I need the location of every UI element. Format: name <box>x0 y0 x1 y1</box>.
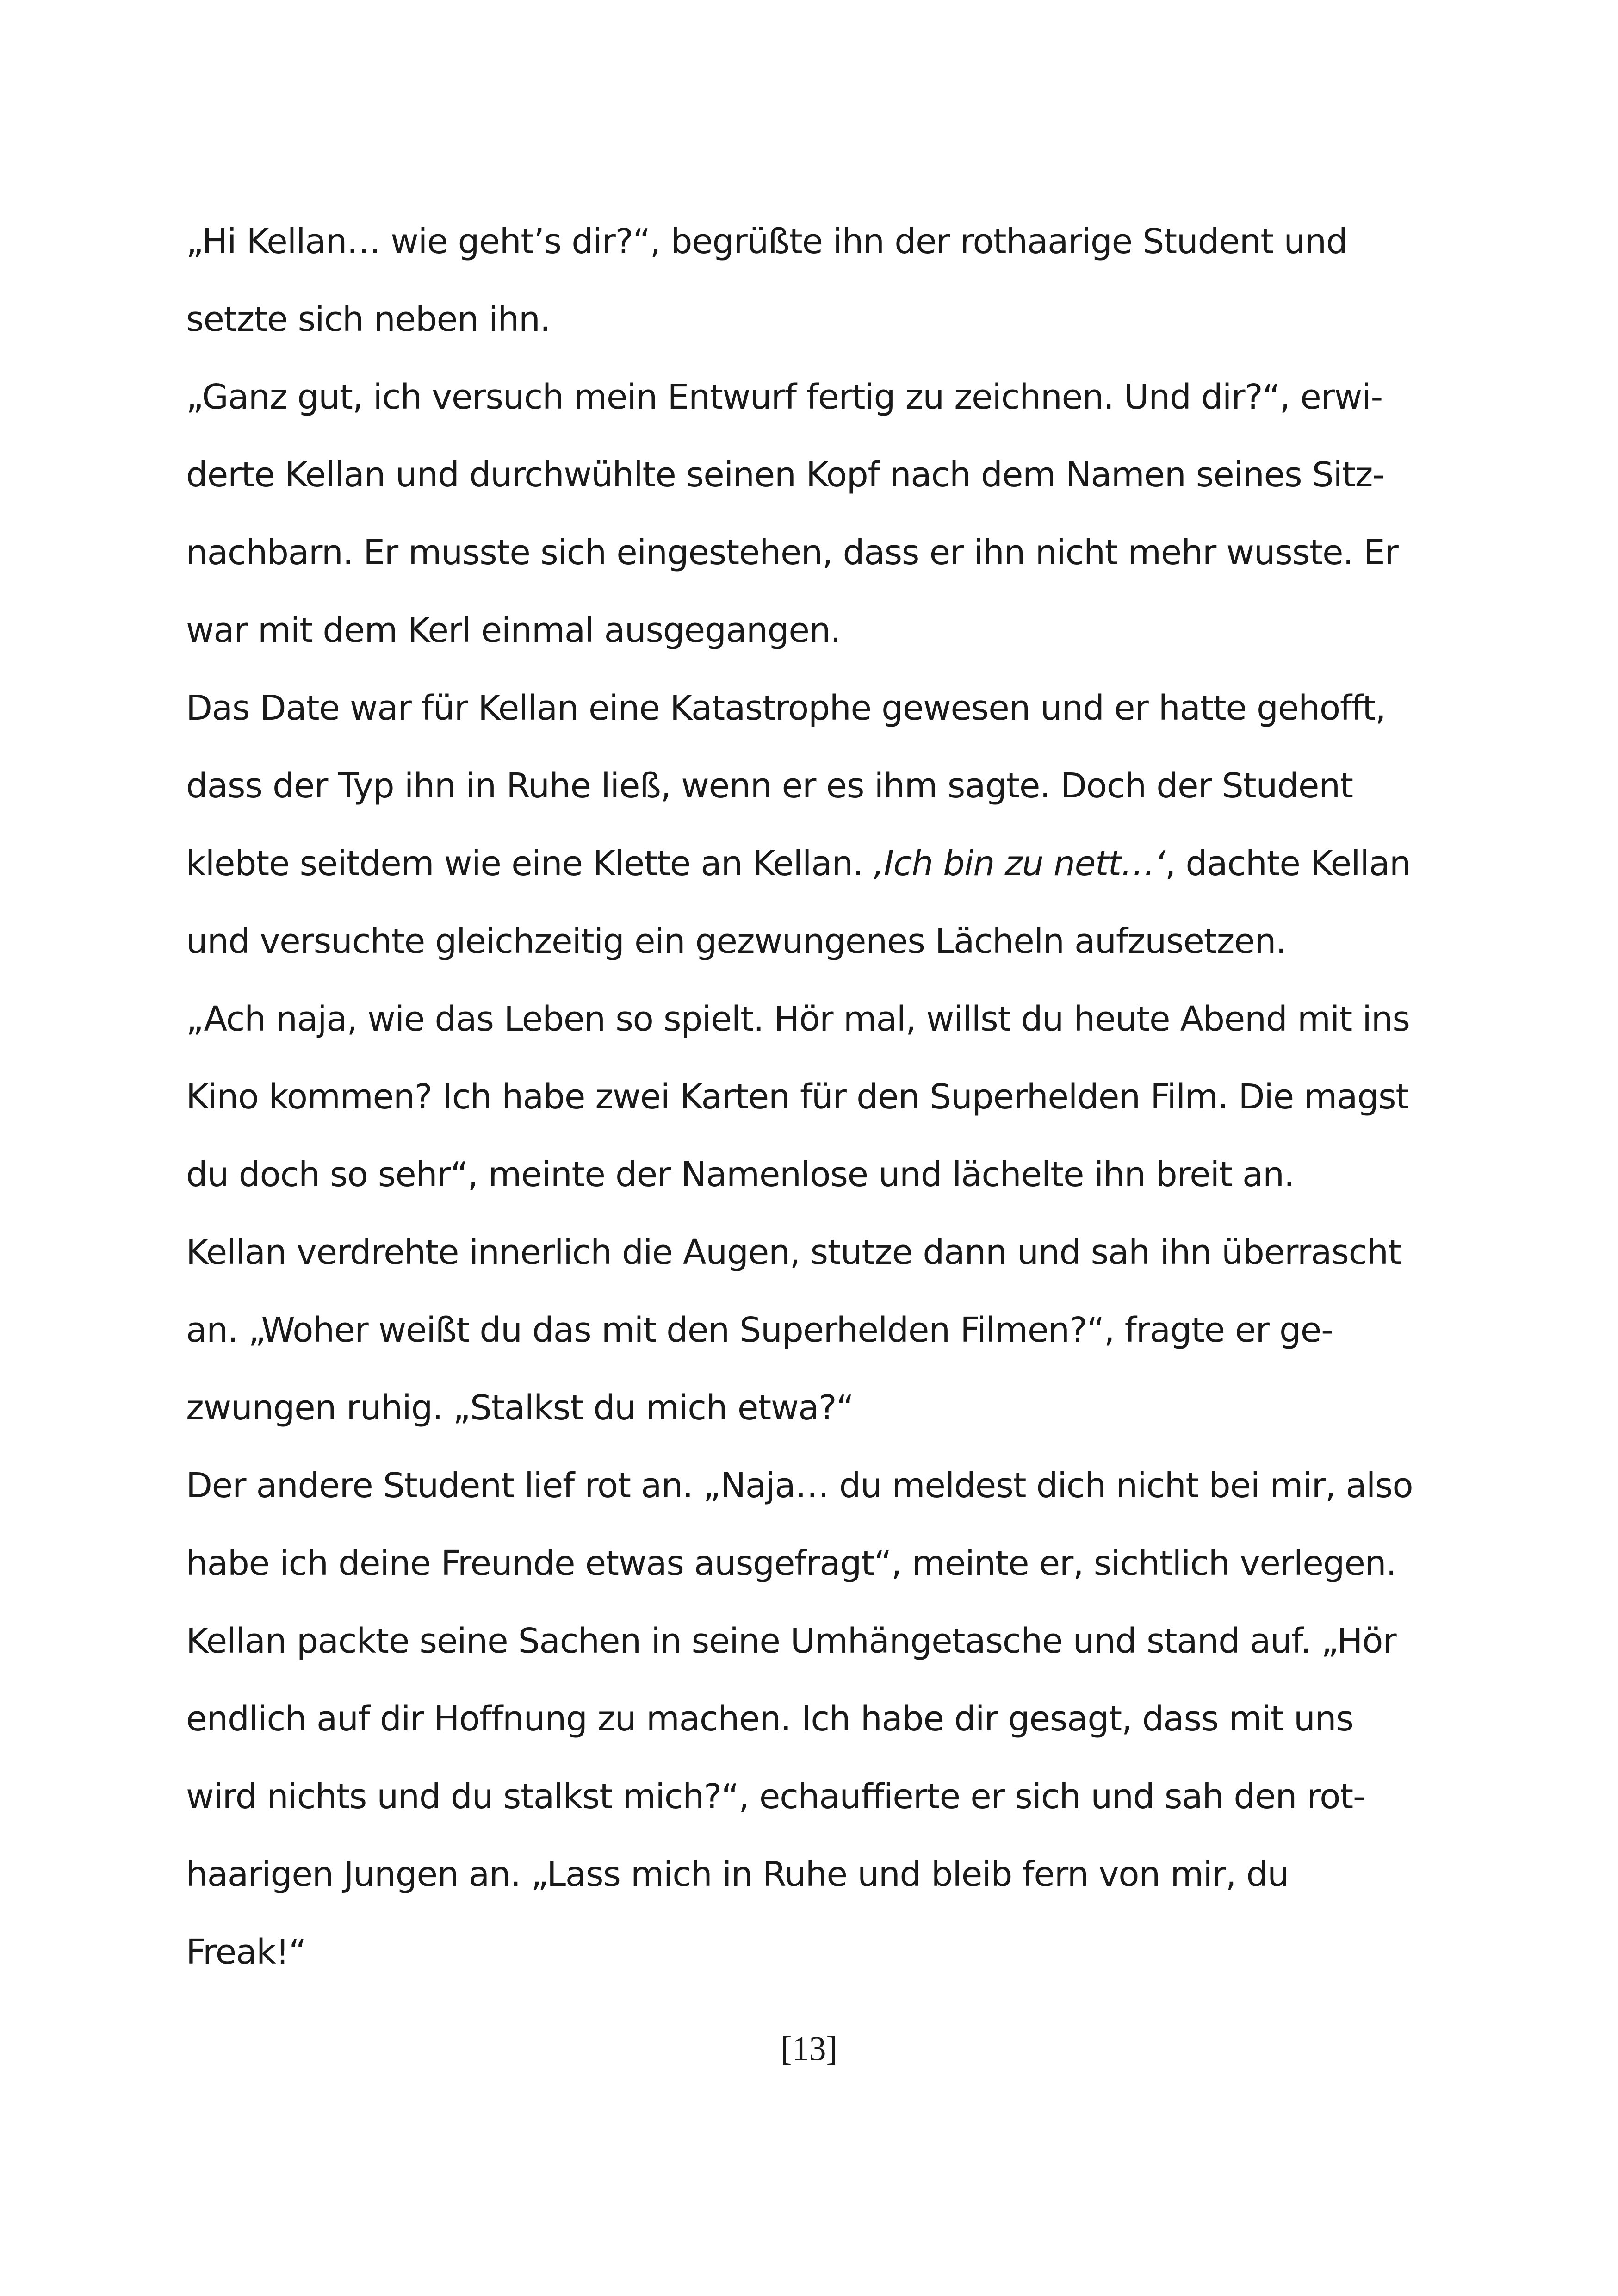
text-line: und versuchte gleichzeitig ein gezwungenes Lächeln aufzusetzen. <box>186 921 1286 961</box>
text-line: „Hi Kellan… wie geht’s dir?“, begrüßte ihn der rothaarige Student und <box>186 222 1347 261</box>
text-line: war mit dem Kerl einmal ausgegangen. <box>186 610 841 650</box>
text-segment: klebte seitdem wie eine Klette an Kellan. <box>186 844 874 884</box>
text-line: du doch so sehr“, meinte der Namenlose und lächelte ihn breit an. <box>186 1155 1295 1195</box>
text-line: „Ganz gut, ich versuch mein Entwurf fertig zu zeichnen. Und dir?“, erwi- <box>186 377 1382 417</box>
text-line: „Ach naja, wie das Leben so spielt. Hör mal, willst du heute Abend mit ins <box>186 999 1410 1039</box>
text-line: haarigen Jungen an. „Lass mich in Ruhe und bleib fern von mir, du <box>186 1854 1289 1894</box>
body-text <box>186 203 1463 1991</box>
text-line: Freak!“ <box>186 1932 306 1972</box>
text-line: Das Date war für Kellan eine Katastrophe gewesen und er hatte gehofft, <box>186 688 1386 728</box>
text-segment: , dachte Kellan <box>1165 844 1411 884</box>
text-line: habe ich deine Freunde etwas ausgefragt“, meinte er, sichtlich verlegen. <box>186 1543 1396 1583</box>
text-line: Kellan verdrehte innerlich die Augen, stutze dann und sah ihn überrascht <box>186 1232 1401 1272</box>
text-line: wird nichts und du stalkst mich?“, echauffierte er sich und sah den rot- <box>186 1777 1365 1817</box>
text-line: Kellan packte seine Sachen in seine Umhängetasche und stand auf. „Hör <box>186 1621 1396 1661</box>
text-line: endlich auf dir Hoffnung zu machen. Ich habe dir gesagt, dass mit uns <box>186 1699 1353 1739</box>
text-line: Kino kommen? Ich habe zwei Karten für den Superhelden Film. Die magst <box>186 1077 1409 1117</box>
text-line <box>186 825 1463 902</box>
page-number: [13] <box>780 2030 838 2068</box>
text-line: dass der Typ ihn in Ruhe ließ, wenn er es ihm sagte. Doch der Student <box>186 766 1353 806</box>
text-line: derte Kellan und durchwühlte seinen Kopf nach dem Namen seines Sitz- <box>186 455 1384 495</box>
text-line: an. „Woher weißt du das mit den Superhelden Filmen?“, fragte er ge- <box>186 1310 1333 1350</box>
text-line: nachbarn. Er musste sich eingestehen, dass er ihn nicht mehr wusste. Er <box>186 533 1398 572</box>
text-line: zwungen ruhig. „Stalkst du mich etwa?“ <box>186 1388 854 1428</box>
italic-thought: ‚Ich bin zu nett…‘ <box>873 844 1165 884</box>
text-line: Der andere Student lief rot an. „Naja… du meldest dich nicht bei mir, also <box>186 1466 1413 1506</box>
text-line: setzte sich neben ihn. <box>186 299 551 339</box>
